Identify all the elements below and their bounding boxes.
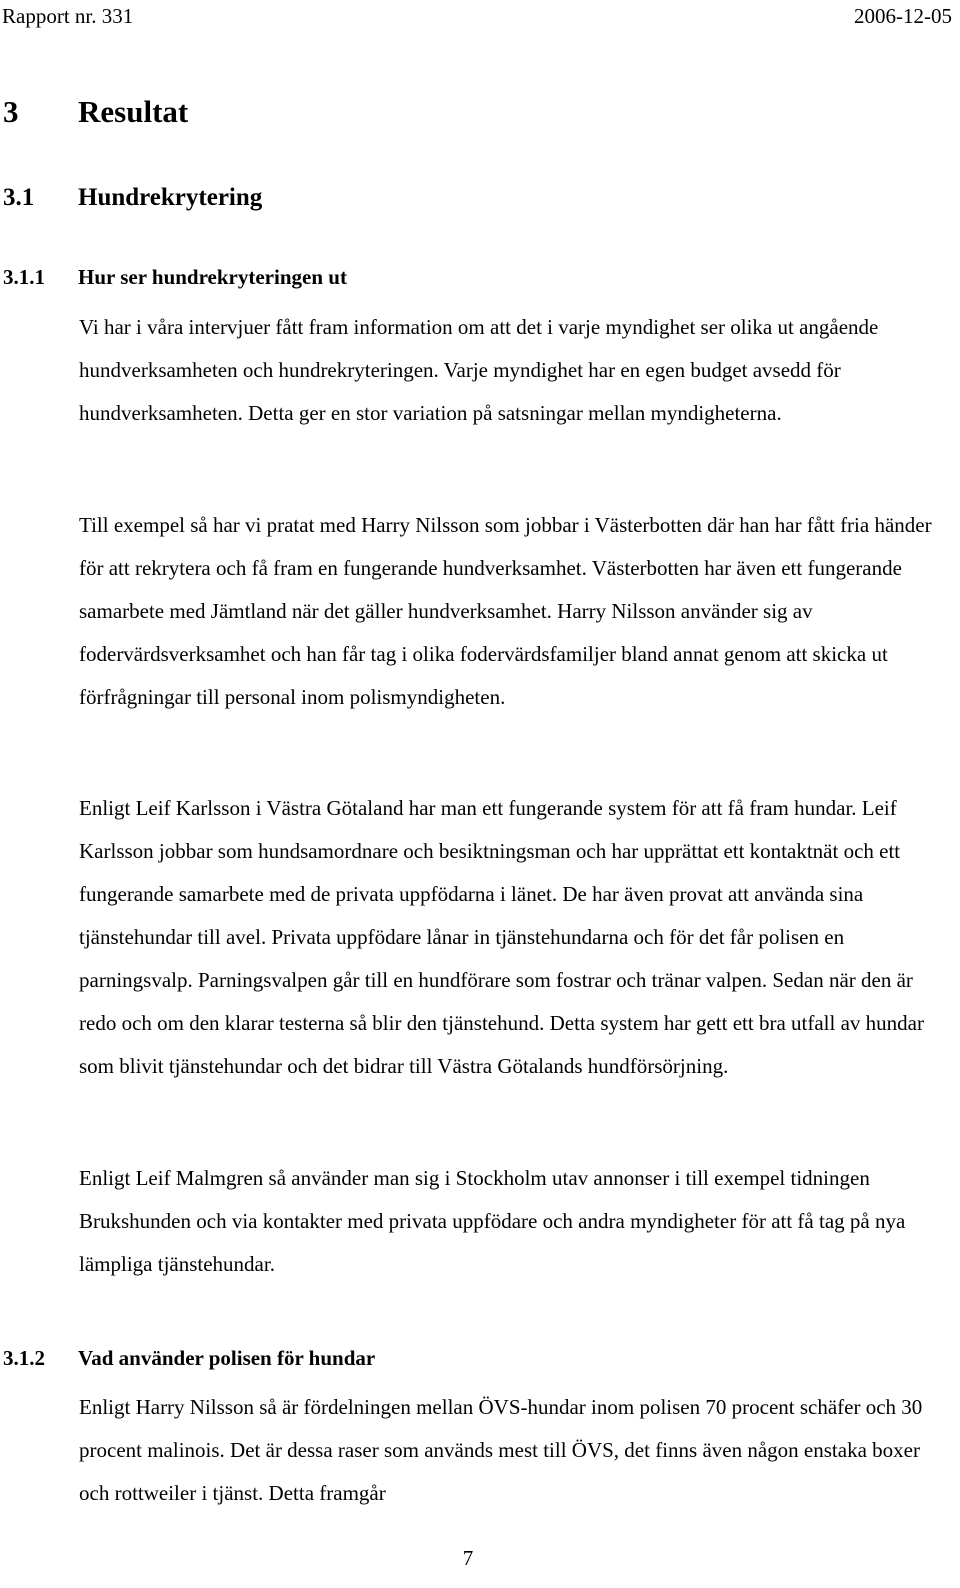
paragraph-dog-breeds: Enligt Harry Nilsson så är fördelningen mellan ÖVS-hundar inom polisen 70 procent schäfer och 30 procent malinois. Det är dessa raser som används mest till ÖVS, det finns även någon enstaka boxer och rottweiler i tjänst. Detta framgår <box>79 1395 923 1505</box>
subsection-heading <box>3 181 262 215</box>
report-date: 2006-12-05 <box>854 4 952 28</box>
paragraph-vastra-gotaland: Enligt Leif Karlsson i Västra Götaland har man ett fungerande system för att få fram hundar. Leif Karlsson jobbar som hundsamordnare och besiktningsman och har upprättat ett kontaktnät och ett fungerande samarbete med de privata uppfödarna i länet. De har även provat att använda sina tjänstehundar till avel. Privata uppfödare lånar in tjänstehundarna och för det får polisen en parningsvalp. Parningsvalpen går till en hundförare som fostrar och tränar valpen. Sedan när den är redo och om den klarar testerna så blir den tjänstehund. Detta system har gett ett bra utfall av hundar som blivit tjänstehundar och det bidrar till Västra Götalands hundförsörjning. <box>79 796 924 1078</box>
subsubsection-number-2: 3.1.2 <box>3 1346 45 1370</box>
subsubsection-heading-1 <box>3 262 347 292</box>
subsubsection-title-2: Vad använder polisen för hundar <box>78 1346 376 1370</box>
page-number: 7 <box>462 1546 474 1570</box>
section-number: 3 <box>3 94 19 129</box>
paragraph-stockholm: Enligt Leif Malmgren så använder man sig i Stockholm utav annonser i till exempel tidningen Brukshunden och via kontakter med privata uppfödare och andra myndigheter för att få tag på nya lämpliga tjänstehundar. <box>79 1166 906 1276</box>
paragraph-intro: Vi har i våra intervjuer fått fram information om att det i varje myndighet ser olika ut angående hundverksamheten och hundrekryteringen. Varje myndighet har en egen budget avsedd för hundverksamheten. Detta ger en stor variation på satsningar mellan myndigheterna. <box>79 315 879 425</box>
subsubsection-title-1: Hur ser hundrekryteringen ut <box>78 265 347 289</box>
subsubsection-heading-2 <box>3 1343 375 1373</box>
section-title: Resultat <box>78 94 189 129</box>
subsubsection-number-1: 3.1.1 <box>3 265 45 289</box>
paragraph-vasterbotten: Till exempel så har vi pratat med Harry Nilsson som jobbar i Västerbotten där han har fått fria händer för att rekrytera och få fram en fungerande hundverksamhet. Västerbotten har även ett fungerande samarbete med Jämtland när det gäller hundverksamhet. Harry Nilsson använder sig av fodervärdsverksamhet och han får tag i olika fodervärdsfamiljer bland annat genom att skicka ut förfrågningar till personal inom polismyndigheten. <box>79 513 932 709</box>
subsection-number: 3.1 <box>3 184 35 211</box>
page-header <box>0 0 958 36</box>
report-number: Rapport nr. 331 <box>2 4 134 28</box>
subsection-title: Hundrekrytering <box>78 184 263 211</box>
section-heading <box>3 92 188 132</box>
